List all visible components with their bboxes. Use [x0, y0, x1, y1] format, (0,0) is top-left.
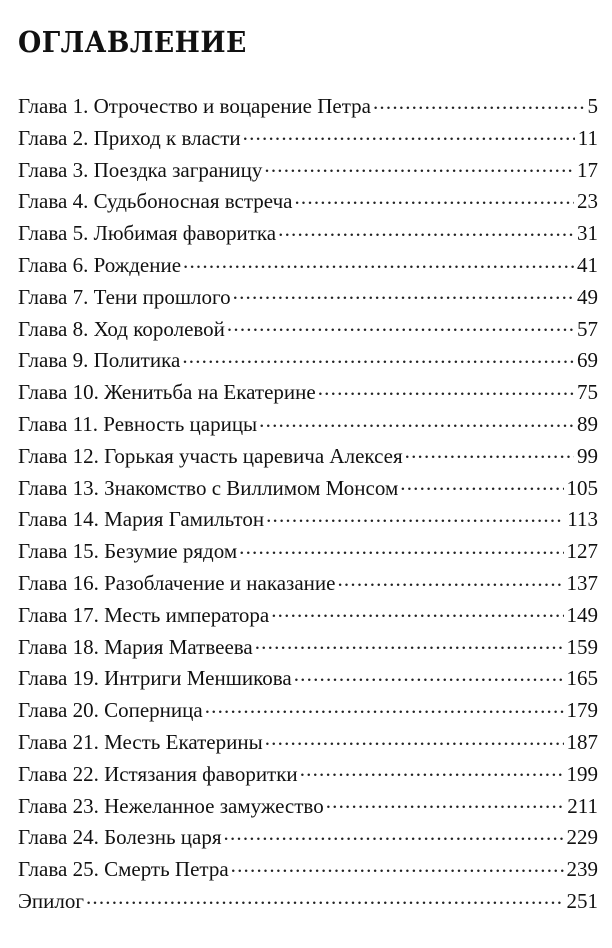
toc-entry-title: Глава 1. Отрочество и воцарение Петра [18, 94, 371, 118]
toc-entry-title: Глава 24. Болезнь царя [18, 825, 222, 850]
toc-entry-title: Глава 19. Интриги Меншикова [18, 666, 292, 691]
toc-dot-leader [337, 569, 563, 590]
toc-dot-leader [266, 505, 564, 526]
toc-entry-title: Глава 18. Мария Матвеева [18, 634, 253, 659]
toc-entry-title: Глава 9. Политика [18, 348, 181, 373]
toc-page-number: 211 [567, 793, 598, 818]
toc-entry[interactable] [18, 569, 598, 601]
toc-dot-leader [239, 537, 563, 558]
toc-page-number: 137 [566, 570, 598, 595]
toc-page-number: 69 [577, 348, 598, 373]
toc-page-number: 105 [566, 475, 598, 500]
toc-entry-title: Глава 21. Месть Екатерины [18, 729, 263, 754]
toc-entry-title: Глава 12. Горькая участь царевича Алексея [18, 443, 403, 468]
toc-entry[interactable] [18, 378, 598, 410]
toc-dot-leader [243, 124, 575, 145]
toc-entry-title: Глава 17. Месть императора [18, 602, 270, 627]
toc-dot-leader [182, 346, 574, 367]
toc-dot-leader [278, 219, 574, 240]
toc-entry[interactable] [18, 474, 598, 506]
toc-dot-leader [224, 823, 564, 844]
toc-page-number: 239 [566, 857, 598, 882]
toc-dot-leader [259, 410, 574, 431]
toc-entry-title: Глава 22. Истязания фаворитки [18, 761, 298, 786]
toc-entry[interactable] [18, 760, 598, 792]
toc-page-number: 11 [577, 125, 598, 150]
toc-entry[interactable] [18, 124, 598, 156]
toc-page-number: 199 [566, 761, 598, 786]
toc-dot-leader [255, 633, 564, 654]
toc-entry-title: Глава 20. Соперница [18, 698, 203, 723]
toc-dot-leader [205, 696, 564, 717]
toc-entry-title: Глава 8. Ход королевой [18, 316, 225, 341]
toc-entry[interactable] [18, 728, 598, 760]
toc-entry[interactable] [18, 251, 598, 283]
toc-entry[interactable] [18, 219, 598, 251]
toc-dot-leader [318, 378, 574, 399]
toc-entry-title: Глава 5. Любимая фаворитка [18, 221, 277, 246]
toc-entry-title: Глава 11. Ревность царицы [18, 411, 258, 436]
toc-entry[interactable] [18, 633, 598, 665]
toc-entry[interactable] [18, 792, 598, 824]
toc-dot-leader [265, 728, 564, 749]
toc-dot-leader [400, 474, 563, 495]
toc-entry[interactable] [18, 92, 598, 124]
toc-page-number: 159 [566, 634, 598, 659]
toc-entry[interactable] [18, 505, 598, 537]
toc-dot-leader [86, 887, 564, 908]
toc-page-number: 251 [566, 888, 598, 913]
toc-entry-title: Глава 10. Женитьба на Екатерине [18, 380, 316, 405]
toc-entry[interactable] [18, 601, 598, 633]
toc-entry-title: Глава 14. Мария Гамильтон [18, 507, 265, 532]
toc-entry[interactable] [18, 696, 598, 728]
toc-entry[interactable] [18, 823, 598, 855]
toc-page-number: 229 [566, 825, 598, 850]
toc-dot-leader [233, 283, 574, 304]
toc-heading: ОГЛАВЛЕНИЕ [18, 25, 247, 59]
toc-entry[interactable] [18, 315, 598, 347]
toc-dot-leader [373, 92, 585, 113]
toc-page-number: 187 [566, 729, 598, 754]
toc-page-number: 23 [577, 189, 598, 214]
toc-page-number: 165 [566, 666, 598, 691]
toc-dot-leader [264, 156, 574, 177]
toc-dot-leader [405, 442, 574, 463]
toc-dot-leader [231, 855, 564, 876]
toc-page-number: 5 [587, 94, 598, 118]
toc-entry[interactable] [18, 187, 598, 219]
toc-dot-leader [294, 187, 574, 208]
toc-dot-leader [326, 792, 565, 813]
toc-entry-title: Глава 3. Поездка заграницу [18, 157, 263, 182]
toc-entry-title: Глава 16. Разоблачение и наказание [18, 570, 336, 595]
toc-page-number: 17 [577, 157, 598, 182]
toc-entry-title: Глава 13. Знакомство с Виллимом Монсом [18, 475, 399, 500]
toc-dot-leader [300, 760, 564, 781]
toc-page-number: 89 [577, 411, 598, 436]
toc-page-number: 41 [577, 252, 598, 277]
toc-entry[interactable] [18, 664, 598, 696]
toc-entry[interactable] [18, 283, 598, 315]
toc-list [18, 92, 598, 919]
toc-entry[interactable] [18, 156, 598, 188]
toc-entry-title: Глава 2. Приход к власти [18, 125, 241, 150]
toc-entry[interactable] [18, 855, 598, 887]
toc-entry[interactable] [18, 410, 598, 442]
toc-entry[interactable] [18, 887, 598, 919]
toc-page-number: 113 [567, 507, 598, 532]
toc-entry-title: Глава 6. Рождение [18, 252, 182, 277]
toc-entry-title: Эпилог [18, 888, 84, 913]
toc-page-number: 127 [566, 539, 598, 564]
toc-page-number: 49 [577, 284, 598, 309]
toc-entry[interactable] [18, 442, 598, 474]
toc-dot-leader [294, 664, 564, 685]
toc-page-number: 57 [577, 316, 598, 341]
toc-page-number: 99 [577, 443, 598, 468]
toc-entry-title: Глава 4. Судьбоносная встреча [18, 189, 293, 214]
toc-dot-leader [271, 601, 563, 622]
toc-page-number: 179 [566, 698, 598, 723]
toc-page-number: 31 [577, 221, 598, 246]
toc-entry[interactable] [18, 537, 598, 569]
toc-dot-leader [183, 251, 574, 272]
toc-entry-title: Глава 25. Смерть Петра [18, 857, 229, 882]
toc-entry[interactable] [18, 346, 598, 378]
toc-dot-leader [227, 315, 574, 336]
toc-entry-title: Глава 15. Безумие рядом [18, 539, 238, 564]
toc-entry-title: Глава 7. Тени прошлого [18, 284, 231, 309]
toc-page-number: 149 [566, 602, 598, 627]
toc-page-number: 75 [577, 380, 598, 405]
toc-entry-title: Глава 23. Нежеланное замужество [18, 793, 324, 818]
